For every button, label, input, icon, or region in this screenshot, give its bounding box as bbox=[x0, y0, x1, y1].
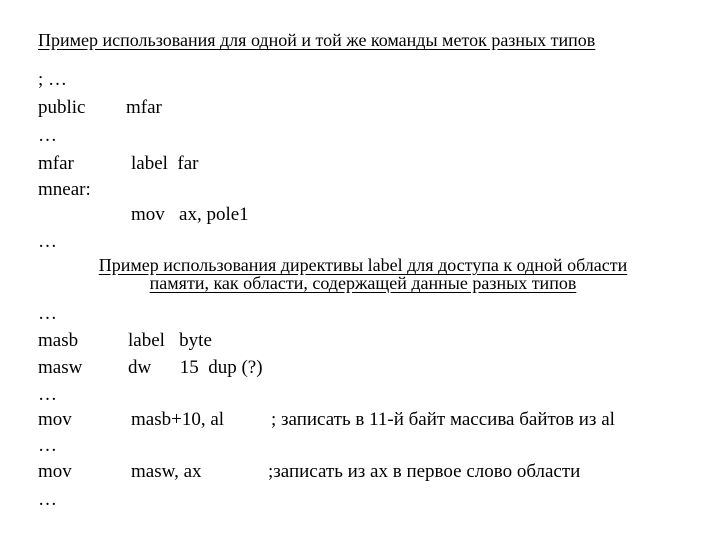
code-operand-label-far: label far bbox=[131, 153, 199, 174]
code-line-ellipsis: … bbox=[38, 435, 57, 456]
code-label-public: public bbox=[38, 97, 86, 118]
code-comment-masb: ; записать в 11-й байт массива байтов из al bbox=[271, 409, 615, 430]
heading-label-directive-line1: Пример использования директивы label для доступа к одной области bbox=[98, 255, 628, 275]
code-label-mfar: mfar bbox=[38, 153, 74, 174]
code-label-mnear: mnear: bbox=[38, 179, 91, 200]
heading-mark-types: Пример использования для одной и той же команды меток разных типов bbox=[38, 30, 596, 50]
code-operand-mfar: mfar bbox=[126, 97, 162, 118]
code-line-ellipsis: … bbox=[38, 125, 57, 146]
code-operand-label-byte: label byte bbox=[128, 330, 212, 351]
code-line-ellipsis: ; … bbox=[38, 69, 68, 90]
code-line-ellipsis: … bbox=[38, 303, 57, 324]
code-operand-masb-al: masb+10, al bbox=[131, 409, 225, 430]
code-line-ellipsis: … bbox=[38, 384, 57, 405]
code-operand-dw-dup: dw 15 dup (?) bbox=[128, 357, 263, 378]
code-line-ellipsis: … bbox=[38, 489, 57, 510]
code-line-ellipsis: … bbox=[38, 231, 57, 252]
code-instruction-mov: mov bbox=[38, 409, 72, 430]
code-instruction-mov: mov bbox=[38, 461, 72, 482]
code-label-masw: masw bbox=[38, 357, 83, 378]
code-comment-masw: ;записать из ax в первое слово области bbox=[268, 461, 581, 482]
code-operand-masw-ax: masw, ax bbox=[131, 461, 202, 482]
heading-label-directive-line2: памяти, как области, содержащей данные разных типов bbox=[149, 273, 577, 293]
code-label-masb: masb bbox=[38, 330, 79, 351]
code-operand-mov-pole1: mov ax, pole1 bbox=[131, 204, 249, 225]
